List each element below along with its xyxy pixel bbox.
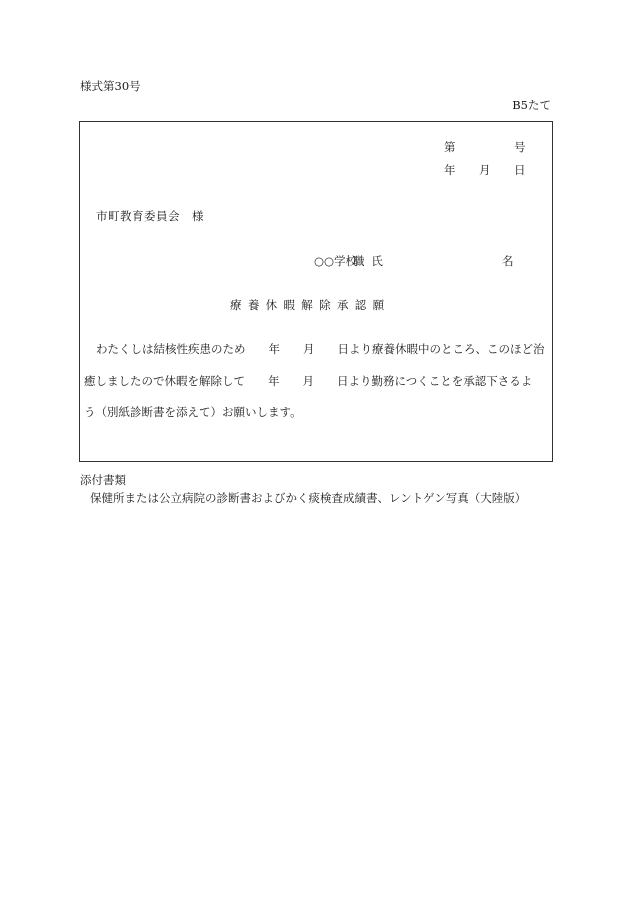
document-number-prefix: 第 bbox=[444, 140, 456, 154]
paper-size-label: B5たて bbox=[512, 98, 551, 112]
application-form-box bbox=[79, 121, 553, 462]
attachments-item: 保健所または公立病院の診断書およびかく痰検査成績書、レントゲン写真（大陸版） bbox=[90, 491, 527, 505]
body-text-line: わたくしは結核性疾患のため 年 月 日より療養休暇中のところ、このほど治 bbox=[96, 342, 545, 356]
applicant-title-label: 職氏 bbox=[353, 254, 390, 268]
document-number-suffix: 号 bbox=[514, 140, 526, 154]
date-year-label: 年 bbox=[444, 163, 456, 177]
attachments-heading: 添付書類 bbox=[80, 473, 126, 487]
form-number: 様式第30号 bbox=[80, 79, 141, 93]
recipient: 市町教育委員会 様 bbox=[96, 209, 204, 223]
date-month-label: 月 bbox=[479, 163, 491, 177]
body-text-line: う（別紙診断書を添えて）お願いします。 bbox=[84, 405, 302, 419]
body-text-line: 癒しましたので休暇を解除して 年 月 日より勤務につくことを承認下さるよ bbox=[84, 374, 533, 388]
document-title: 療養休暇解除承認願 bbox=[230, 298, 391, 312]
applicant-name-label: 名 bbox=[502, 254, 514, 268]
applicant-school: ○○学校 bbox=[314, 254, 358, 268]
date-day-label: 日 bbox=[514, 163, 526, 177]
